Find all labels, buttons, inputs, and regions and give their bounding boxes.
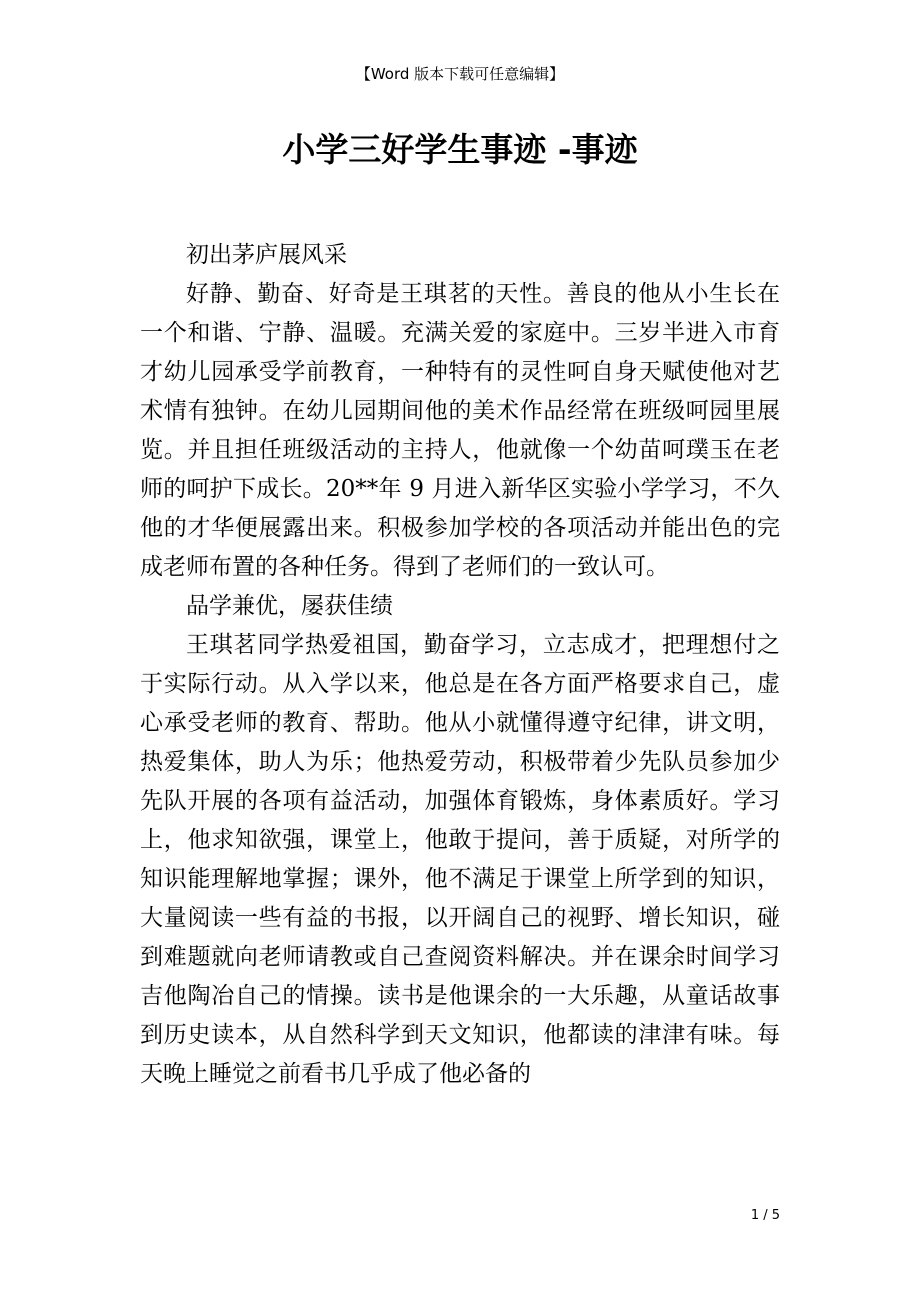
document-title: 小学三好学生事迹 -事迹 bbox=[282, 130, 638, 169]
section-heading: 初出茅庐展风采 bbox=[186, 242, 347, 268]
download-note: 【Word 版本下载可任意编辑】 bbox=[355, 65, 565, 83]
document-body bbox=[140, 236, 780, 1094]
body-paragraph: 好静、勤奋、好奇是王琪茗的天性。善良的他从小生长在一个和谐、宁静、温暖。充满关爱的家庭中。三岁半进入市育才幼儿园承受学前教育，一种特有的灵性呵自身天赋使他对艺术情有独钟。在幼儿园期间他的美术作品经常在班级呵园里展览。并且担任班级活动的主持人，他就像一个幼苗呵璞玉在老师的呵护下成长。20**年 9 月进入新华区实验小学学习，不久他的才华便展露出来。积极参加学校的各项活动并能出色的完成老师布置的各种任务。得到了老师们的一致认可。 bbox=[140, 281, 780, 580]
body-paragraph: 王琪茗同学热爱祖国，勤奋学习，立志成才，把理想付之于实际行动。从入学以来，他总是在各方面严格要求自己，虚心承受老师的教育、帮助。他从小就懂得遵守纪律，讲文明，热爱集体，助人为乐；他热爱劳动，积极带着少先队员参加少先队开展的各项有益活动，加强体育锻炼，身体素质好。学习上，他求知欲强，课堂上，他敢于提问，善于质疑，对所学的知识能理解地掌握；课外，他不满足于课堂上所学到的知识，大量阅读一些有益的书报，以开阔自己的视野、增长知识，碰到难题就向老师请教或自己查阅资料解决。并在课余时间学习吉他陶冶自己的情操。读书是他课余的一大乐趣，从童话故事到历史读本，从自然科学到天文知识，他都读的津津有味。每天晚上睡觉之前看书几乎成了他必备的 bbox=[140, 632, 780, 1087]
section-heading: 品学兼优，屡获佳绩 bbox=[186, 593, 393, 619]
page-number: 1 / 5 bbox=[750, 1208, 780, 1223]
